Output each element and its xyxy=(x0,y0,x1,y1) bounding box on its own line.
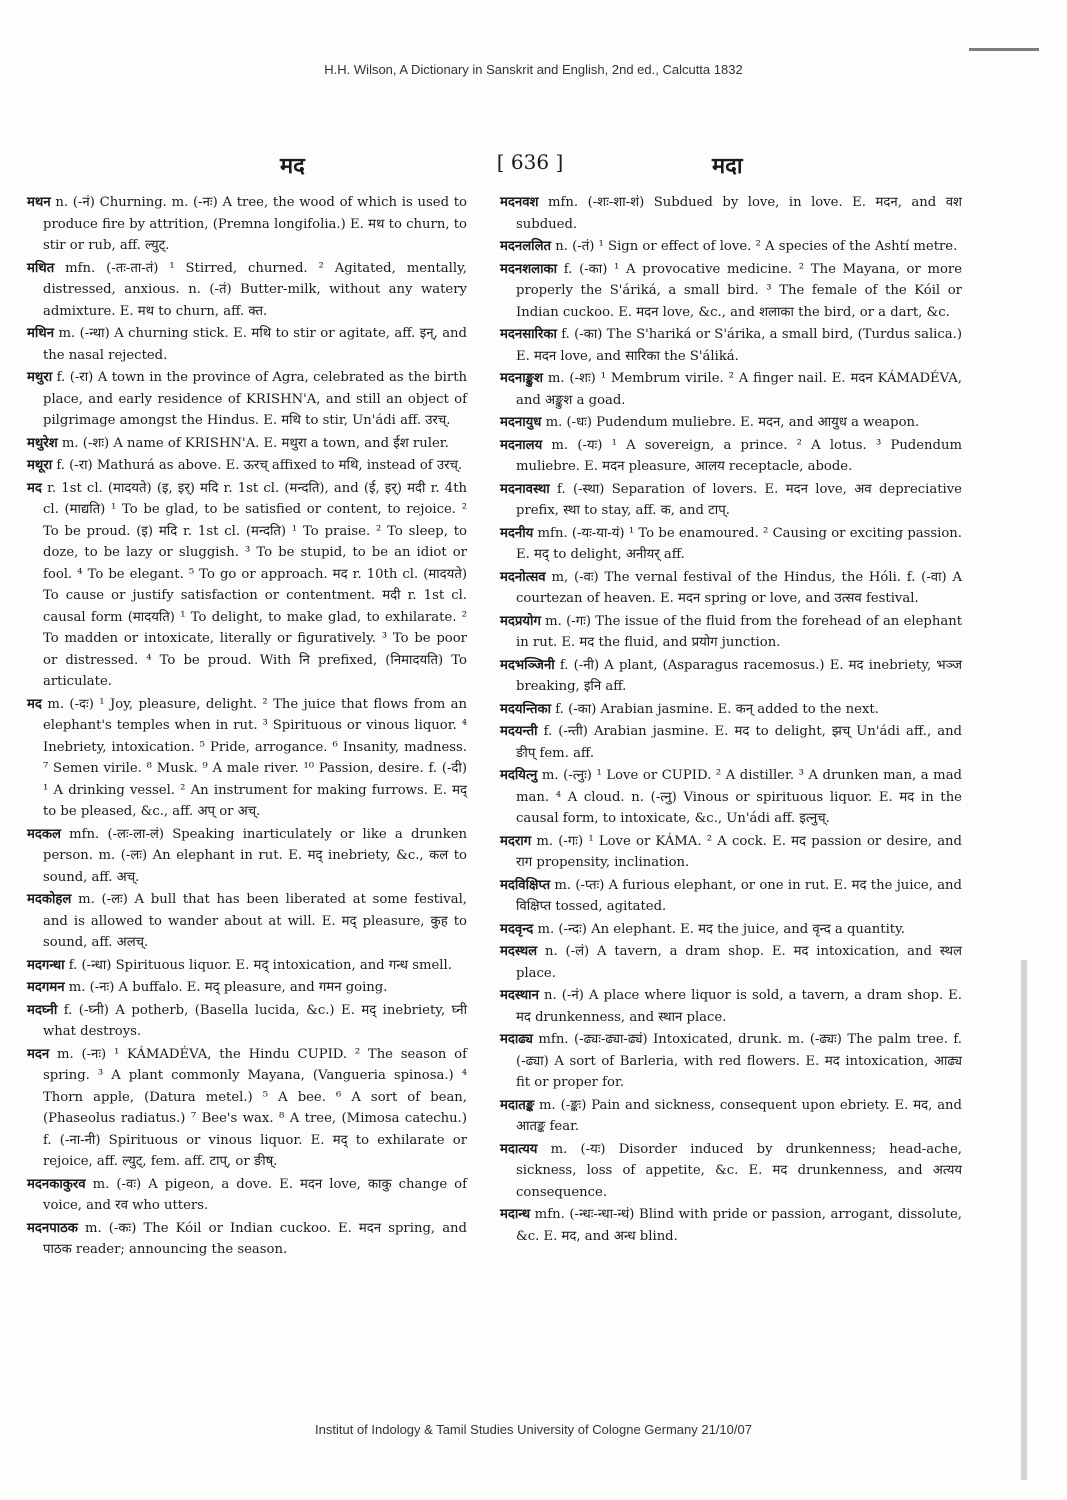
dictionary-entry xyxy=(27,1174,467,1217)
entry-headword: मथूरा xyxy=(27,458,53,473)
entry-headword: मदातङ्क xyxy=(500,1097,535,1113)
entry-definition: m. (-नः) A buffalo. E. मद् pleasure, and गमन going. xyxy=(64,980,388,995)
entry-headword: मदनाङ्कुश xyxy=(500,371,543,386)
entry-definition: m. (-गः) ¹ Love or KÁMA. ² A cock. E. मद passion or desire, and राग propensity, inclination. xyxy=(516,833,962,870)
scan-edge xyxy=(1021,960,1027,1480)
entry-definition: n. (-तं) ¹ Sign or effect of love. ² A species of the Ashtí metre. xyxy=(551,239,958,254)
entry-definition: f. (-न्धा) Spirituous liquor. E. मद् intoxication, and गन्ध smell. xyxy=(64,957,452,973)
entry-headword: मदस्थान xyxy=(500,988,539,1003)
entry-headword: मदनकाकुरव xyxy=(27,1176,86,1192)
entry-headword: मद xyxy=(27,696,42,712)
entry-headword: मथुरा xyxy=(27,370,53,385)
entry-headword: मदयित्नु xyxy=(500,768,538,783)
entry-definition: m. (-शः) ¹ Membrum virile. ² A finger nail. E. मदन KÁMADÉVA, and अङ्कुश a goad. xyxy=(516,371,962,408)
dictionary-entry xyxy=(27,889,467,954)
dictionary-entry xyxy=(27,955,467,977)
entry-definition: f. (-घ्नी) A potherb, (Basella lucida, &c.) E. मद् inebriety, घ्नी what destroys. xyxy=(43,1002,467,1039)
dictionary-entry xyxy=(500,941,962,984)
entry-headword: मदप्रयोग xyxy=(500,613,541,629)
entry-definition: f. (-का) Arabian jasmine. E. कन् added to the next. xyxy=(551,701,879,717)
entry-headword: मदगन्धा xyxy=(27,957,65,973)
dictionary-entry xyxy=(500,655,962,698)
dictionary-entry xyxy=(500,236,962,258)
dictionary-entry xyxy=(500,324,962,367)
entry-headword: मदान्ध xyxy=(500,1207,531,1222)
entry-definition: mfn. (-लः-ला-लं) Speaking inarticulately or like a drunken person. m. (-लः) An elephant in rut. E. मद् inebriety, &c., कल to sound, aff. अच्. xyxy=(43,826,467,885)
dictionary-entry xyxy=(500,1139,962,1204)
entry-headword: मदनशलाका xyxy=(500,261,558,277)
entry-definition: f. (-रा) A town in the province of Agra, celebrated as the birth place, and early residence of KRISHN'A, and still an object of pilgrimage amongst the Hindus. E. मथि to stir, Un'ádi aff. उरच्. xyxy=(43,370,467,428)
dictionary-entry xyxy=(500,611,962,654)
dictionary-entry xyxy=(500,259,962,324)
entry-headword: मदयन्ती xyxy=(500,724,538,739)
right-column xyxy=(500,192,962,1248)
entry-headword: मदनोत्सव xyxy=(500,569,546,585)
entry-headword: मदाढ्य xyxy=(500,1032,533,1047)
entry-definition: f. (-नी) A plant, (Asparagus racemosus.) E. मद inebriety, भञ्ज breaking, इनि aff. xyxy=(516,657,962,694)
entry-definition: m. (-गः) The issue of the fluid from the forehead of an elephant in rut. E. मद the fluid, and प्रयोग junction. xyxy=(516,613,962,650)
entry-definition: m. (-लः) A bull that has been liberated at some festival, and is allowed to wander about at will. E. मद् pleasure, कुह to sound, aff. अलच्. xyxy=(43,892,467,950)
entry-headword: मदनायुध xyxy=(500,415,542,430)
dictionary-entry xyxy=(27,1218,467,1261)
entry-definition: f. (-का) ¹ A provocative medicine. ² The Mayana, or more properly the S'áriká, a small bird. ³ The female of the Kóil or Indian cuckoo. E. मदन love, &c., and शलाका the bird, or a dart, &c. xyxy=(516,261,962,320)
entry-headword: मदगमन xyxy=(27,980,65,995)
entry-definition: mfn. (-ढ्यः-ढ्या-ढ्यं) Intoxicated, drunk. m. (-ढ्यः) The palm tree. f. (-ढ्या) A sort of Barleria, with red flowers. E. मद intoxication, आढ्य fit or proper for. xyxy=(516,1032,962,1090)
entry-headword: मदात्यय xyxy=(500,1141,538,1157)
page-number: [ 636 ] xyxy=(496,150,564,174)
entry-definition: m, (-वः) The vernal festival of the Hindus, the Hóli. f. (-वा) A courtezan of heaven. E. मदन spring or love, and उत्सव festival. xyxy=(516,569,962,606)
entry-definition: r. 1st cl. (मादयते) (इ, इर्) मदि r. 1st cl. (मन्दति), and (ई, इर्) मदी r. 4th cl. (माद्यति) ¹ To be glad, to be satisfied or content, to rejoice. ² To be proud. (इ) मदि r. 1st cl. (मन्दति) ¹ To praise. ² To sleep, to doze, to be lazy or sluggish. ³ To be stupid, to be an idiot or fool. ⁴ To be elegant. ⁵ To go or approach. मद r. 10th cl. (मादयते) To cause or justify satisfaction or contentment. मदी r. 1st cl. causal form (मादयति) ¹ To delight, to make glad, to exhilarate. ² To madden or intoxicate, literally or figuratively. ³ To be poor or distressed. ⁴ To be proud. With नि prefixed, (निमादयति) To articulate. xyxy=(41,480,467,689)
entry-headword: मदवृन्द xyxy=(500,921,534,937)
entry-headword: मद xyxy=(27,480,42,496)
entry-definition: f. (-रा) Mathurá as above. E. ऊरच् affixed to मथि, instead of उरच्. xyxy=(52,458,463,473)
dictionary-entry xyxy=(500,919,962,941)
entry-definition: m. (-शः) A name of KRISHN'A. E. मथुरा a town, and ईश ruler. xyxy=(57,435,449,451)
dictionary-entry xyxy=(27,1044,467,1173)
dictionary-entry xyxy=(500,368,962,411)
dictionary-entry xyxy=(27,192,467,257)
dictionary-entry xyxy=(500,721,962,764)
dictionary-entry xyxy=(500,192,962,235)
dictionary-entry xyxy=(500,985,962,1028)
entry-headword: मदयन्तिका xyxy=(500,701,552,717)
entry-definition: f. (-का) The S'hariká or S'árika, a small bird, (Turdus salica.) E. मदन love, and सारिका the S'áliká. xyxy=(516,327,962,364)
source-note: H.H. Wilson, A Dictionary in Sanskrit and English, 2nd ed., Calcutta 1832 xyxy=(324,62,743,77)
entry-definition: mfn. (-यः-या-यं) ¹ To be enamoured. ² Causing or exciting passion. E. मद् to delight, अनीयर् aff. xyxy=(516,525,962,562)
entry-headword: मदघ्नी xyxy=(27,1002,58,1018)
entry-definition: m. (-यः) ¹ A sovereign, a prince. ² A lotus. ³ Pudendum muliebre. E. मदन pleasure, आलय receptacle, abode. xyxy=(516,437,962,474)
entry-headword: मदभञ्जिनी xyxy=(500,657,555,673)
entry-definition: m. (-न्था) A churning stick. E. मथि to stir or agitate, aff. इन्, and the nasal rejected. xyxy=(43,326,467,363)
entry-definition: mfn. (-न्धः-न्धा-न्धं) Blind with pride or passion, arrogant, dissolute, &c. E. मद, and अन्ध blind. xyxy=(516,1207,962,1244)
entry-definition: n. (-लं) A tavern, a dram shop. E. मद intoxication, and स्थल place. xyxy=(516,944,962,981)
entry-definition: f. (-न्ती) Arabian jasmine. E. मद to delight, झच् Un'ádi aff., and ङीप् fem. aff. xyxy=(516,724,962,761)
entry-definition: m. (-प्तः) A furious elephant, or one in rut. E. मद the juice, and विक्षिप्त tossed, agitated. xyxy=(516,877,962,914)
dictionary-entry xyxy=(500,1204,962,1247)
entry-headword: मथुरेश xyxy=(27,435,58,451)
entry-headword: मदराग xyxy=(500,833,532,849)
dictionary-entry xyxy=(500,875,962,918)
entry-headword: मदकोहल xyxy=(27,892,72,907)
entry-definition: n. (-नं) A place where liquor is sold, a tavern, a dram shop. E. मद drunkenness, and स्थान place. xyxy=(516,988,962,1025)
entry-definition: m. (-न्दः) An elephant. E. मद the juice, and वृन्द a quantity. xyxy=(533,921,905,937)
footer-note: Institut of Indology & Tamil Studies University of Cologne Germany 21/10/07 xyxy=(315,1422,752,1437)
dictionary-entry xyxy=(27,455,467,477)
dictionary-entry xyxy=(500,1029,962,1094)
dictionary-entry xyxy=(500,523,962,566)
scan-mark xyxy=(969,48,1039,51)
entry-definition: m. (-त्नुः) ¹ Love or CUPID. ² A distiller. ³ A drunken man, a mad man. ⁴ A cloud. n. (-त्नु) Vinous or spirituous liquor. E. मद in the causal form, to intoxicate, &c., Un'ádi aff. इत्नुच्. xyxy=(516,768,962,826)
entry-definition: n. (-नं) Churning. m. (-नः) A tree, the wood of which is used to produce fire by attrition, (Premna longifolia.) E. मथ to churn, to stir or rub, aff. ल्युट्. xyxy=(43,195,467,253)
entry-headword: मदविक्षिप्त xyxy=(500,877,551,893)
entry-definition: m. (-ङ्कः) Pain and sickness, consequent upon ebriety. E. मद, and आतङ्क fear. xyxy=(516,1097,962,1134)
entry-definition: f. (-स्था) Separation of lovers. E. मदन love, अव depreciative prefix, स्था to stay, aff. क, and टाप्. xyxy=(516,481,962,518)
dictionary-entry xyxy=(27,478,467,693)
dictionary-entry xyxy=(500,699,962,721)
dictionary-entry xyxy=(27,977,467,999)
entry-headword: मदस्थल xyxy=(500,944,538,959)
entry-definition: m. (-यः) Disorder induced by drunkenness; head-ache, sickness, loss of appetite, &c. E. मद drunkenness, and अत्यय consequence. xyxy=(516,1141,962,1200)
entry-headword: मदनसारिका xyxy=(500,327,557,342)
dictionary-entry xyxy=(500,567,962,610)
dictionary-entry xyxy=(500,765,962,830)
left-column xyxy=(27,192,467,1262)
entry-definition: m. (-धः) Pudendum muliebre. E. मदन, and आयुध a weapon. xyxy=(541,415,920,430)
entry-headword: मथन xyxy=(27,195,51,210)
entry-headword: मदनपाठक xyxy=(27,1220,78,1236)
entry-headword: मदनललित xyxy=(500,239,552,254)
dictionary-entry xyxy=(27,323,467,366)
header-left-guideword: मद xyxy=(280,153,305,179)
dictionary-entry xyxy=(27,1000,467,1043)
dictionary-entry xyxy=(500,435,962,478)
entry-definition: m. (-कः) The Kóil or Indian cuckoo. E. मदन spring, and पाठक reader; announcing the season. xyxy=(43,1220,467,1257)
entry-headword: मदन xyxy=(27,1046,50,1062)
dictionary-entry xyxy=(500,1095,962,1138)
entry-headword: मदनीय xyxy=(500,525,534,541)
entry-definition: m. (-वः) A pigeon, a dove. E. मदन love, काकु change of voice, and रव who utters. xyxy=(43,1176,467,1213)
entry-headword: मदनालय xyxy=(500,437,543,453)
entry-headword: मदकल xyxy=(27,826,61,842)
entry-headword: मथिन xyxy=(27,326,55,341)
dictionary-entry xyxy=(27,367,467,432)
entry-definition: mfn. (-तः-ता-तं) ¹ Stirred, churned. ² Agitated, mentally, distressed, anxious. n. (-तं) Butter-milk, without any watery admixture. E. मथ to churn, aff. क्त. xyxy=(43,260,467,319)
entry-definition: m. (-नः) ¹ KÁMADÉVA, the Hindu CUPID. ² The season of spring. ³ A plant commonly Mayana, (Vangueria spinosa.) ⁴ Thorn apple, (Datura metel.) ⁵ A bee. ⁶ A sort of bean, (Phaseolus radiatus.) ⁷ Bee's wax. ⁸ A tree, (Mimosa catechu.) f. (-ना-नी) Spirituous or vinous liquor. E. मद् to exhilarate or rejoice, aff. ल्युट्, fem. aff. टाप्, or ङीष्. xyxy=(43,1046,467,1169)
dictionary-entry xyxy=(500,479,962,522)
dictionary-entry xyxy=(27,433,467,455)
dictionary-entry xyxy=(27,258,467,323)
header-right-guideword: मदा xyxy=(712,153,743,179)
dictionary-entry xyxy=(500,831,962,874)
dictionary-entry xyxy=(27,694,467,823)
entry-headword: मदनावस्था xyxy=(500,481,550,497)
entry-definition: mfn. (-शः-शा-शं) Subdued by love, in love. E. मदन, and वश subdued. xyxy=(516,195,962,232)
dictionary-entry xyxy=(27,824,467,889)
entry-definition: m. (-दः) ¹ Joy, pleasure, delight. ² The juice that flows from an elephant's temples when in rut. ³ Spirituous or vinous liquor. ⁴ Inebriety, intoxication. ⁵ Pride, arrogance. ⁶ Insanity, madness. ⁷ Semen virile. ⁸ Musk. ⁹ A male river. ¹⁰ Passion, desire. f. (-दी) ¹ A drinking vessel. ² An instrument for making furrows. E. मद् to be pleased, &c., aff. अप् or अच्. xyxy=(41,696,467,819)
entry-headword: मदनवश xyxy=(500,195,539,210)
entry-headword: मथित xyxy=(27,260,55,276)
dictionary-entry xyxy=(500,412,962,434)
